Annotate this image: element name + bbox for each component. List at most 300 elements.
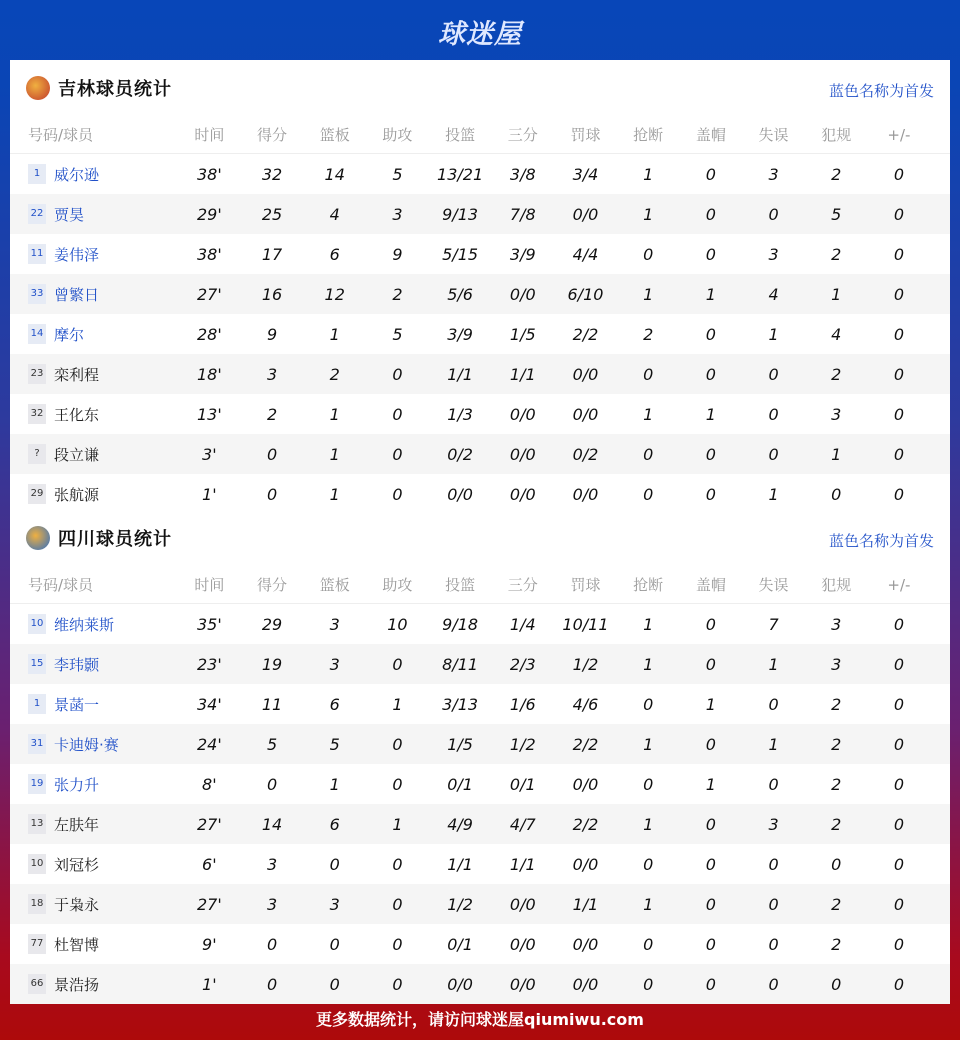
jersey-number-badge: 23 [28, 364, 46, 384]
stat-cell: 1 [643, 284, 654, 304]
player-name[interactable]: 李玮颢 [54, 655, 100, 674]
player-row[interactable] [10, 604, 950, 644]
player-name[interactable]: 威尔逊 [54, 165, 100, 184]
player-name[interactable]: 王化东 [54, 405, 100, 424]
player-name[interactable]: 张航源 [54, 485, 100, 504]
stat-cell: 0/1 [509, 774, 536, 794]
stat-cell: 1 [768, 734, 779, 754]
player-row[interactable] [10, 684, 950, 724]
stat-cell: 9/18 [442, 614, 479, 634]
stat-cell: 9/13 [442, 204, 479, 224]
stat-cell: 6 [329, 814, 340, 834]
stat-cell: 0 [643, 694, 654, 714]
stat-cell: 34' [196, 694, 222, 714]
player-cell [10, 774, 178, 795]
table-header-row [10, 566, 950, 604]
player-row[interactable] [10, 474, 950, 514]
player-cell [10, 284, 178, 305]
stat-cell: 3 [329, 614, 340, 634]
stat-cell: 3 [266, 364, 278, 384]
player-name[interactable]: 栾利程 [54, 365, 100, 384]
player-name[interactable]: 杜智博 [54, 935, 100, 954]
stat-cell: 0 [705, 324, 716, 344]
stat-cell: 1/2 [447, 894, 473, 914]
section-header [10, 510, 950, 566]
stat-cell: 4/4 [572, 244, 599, 264]
stat-cell: 2 [392, 284, 403, 304]
jersey-number-badge: 29 [28, 484, 46, 504]
jersey-number-badge: 18 [28, 894, 46, 914]
stat-cell: 3 [768, 814, 779, 834]
player-cell [10, 814, 178, 835]
jersey-number-badge: 22 [28, 204, 46, 224]
stat-cell: 2 [831, 694, 842, 714]
player-row[interactable] [10, 394, 950, 434]
stat-cell: 0/0 [572, 404, 599, 424]
stat-cell: 0 [831, 854, 842, 874]
stat-cell: 29' [196, 204, 222, 224]
stat-cell: 0 [392, 934, 403, 954]
stat-cell: 0/0 [509, 894, 536, 914]
stat-cell: 0/0 [509, 444, 536, 464]
stat-cell: 1 [831, 284, 842, 304]
jersey-number-badge: 32 [28, 404, 46, 424]
stat-cell: 8' [202, 774, 217, 794]
stat-cell: 0 [392, 894, 403, 914]
player-name[interactable]: 摩尔 [54, 325, 85, 344]
player-name[interactable]: 张力升 [54, 775, 100, 794]
column-header: 篮板 [319, 576, 350, 594]
stat-cell: 38' [196, 164, 222, 184]
stat-cell: 10 [387, 614, 408, 634]
stat-cell: 1/1 [572, 894, 599, 914]
stat-cell: 1 [643, 654, 654, 674]
stat-cell: 0/0 [572, 774, 599, 794]
stat-cell: 0 [266, 934, 278, 954]
stat-cell: 3 [831, 614, 842, 634]
stat-cell: 2 [266, 404, 278, 424]
jersey-number-badge: 77 [28, 934, 46, 954]
stat-cell: 2 [831, 894, 842, 914]
stat-cell: 0 [329, 934, 340, 954]
stat-cell: 0 [643, 934, 654, 954]
stat-cell: 0 [893, 204, 904, 224]
stat-cell: 1 [329, 444, 340, 464]
stat-cell: 0/0 [572, 204, 599, 224]
player-cell [10, 974, 178, 995]
player-row[interactable] [10, 194, 950, 234]
stat-cell: 0 [831, 484, 842, 504]
stat-cell: 0 [705, 814, 716, 834]
player-row[interactable] [10, 314, 950, 354]
column-header: 得分 [257, 576, 288, 594]
stat-cell: 3 [768, 164, 779, 184]
stat-cell: 3/13 [442, 694, 479, 714]
stat-cell: 1/4 [509, 614, 536, 634]
stat-cell: 0 [392, 974, 403, 994]
stat-cell: 3/4 [572, 164, 599, 184]
stat-cell: 0/0 [447, 974, 473, 994]
stat-cell: 4/6 [572, 694, 599, 714]
player-row[interactable] [10, 234, 950, 274]
player-cell [10, 854, 178, 875]
stat-cell: 1 [705, 774, 716, 794]
jersey-number-badge: 66 [28, 974, 46, 994]
column-header: +/- [887, 125, 911, 144]
stat-cell: 0 [392, 774, 403, 794]
jersey-number-badge: 11 [28, 244, 46, 264]
player-row[interactable] [10, 274, 950, 314]
stat-cell: 0 [893, 814, 904, 834]
stat-cell: 1 [643, 404, 654, 424]
stat-cell: 32 [261, 164, 283, 184]
starter-legend-note: 蓝色名称为首发 [828, 532, 934, 550]
stat-cell: 5 [392, 164, 403, 184]
stat-cell: 0 [768, 204, 779, 224]
stat-cell: 17 [261, 244, 283, 264]
stat-cell: 3/8 [509, 164, 536, 184]
player-name[interactable]: 于枭永 [54, 895, 100, 914]
stat-cell: 0 [893, 854, 904, 874]
player-name[interactable]: 刘冠杉 [54, 855, 100, 874]
stat-cell: 0 [893, 444, 904, 464]
stat-cell: 0/0 [509, 484, 536, 504]
stat-cell: 0 [893, 974, 904, 994]
player-row[interactable] [10, 804, 950, 844]
stat-cell: 1/1 [509, 854, 536, 874]
stat-cell: 0 [705, 164, 716, 184]
stat-cell: 0 [768, 894, 779, 914]
column-header: 助攻 [382, 126, 413, 144]
stat-cell: 1/2 [509, 734, 536, 754]
stat-cell: 0/0 [447, 484, 473, 504]
stat-cell: 0 [893, 694, 904, 714]
stat-cell: 0 [893, 284, 904, 304]
stat-cell: 10/11 [562, 614, 609, 634]
stat-cell: 3 [831, 654, 842, 674]
stat-cell: 28' [196, 324, 222, 344]
stat-cell: 0/1 [447, 934, 473, 954]
player-name[interactable]: 左肤年 [54, 815, 100, 834]
stat-cell: 0 [893, 404, 904, 424]
stat-cell: 3 [768, 244, 779, 264]
stat-cell: 3/9 [509, 244, 536, 264]
stat-cell: 1' [202, 484, 217, 504]
player-row[interactable] [10, 434, 950, 474]
stat-cell: 18' [196, 364, 222, 384]
stat-cell: 27' [196, 284, 222, 304]
player-row[interactable] [10, 764, 950, 804]
stat-cell: 2/3 [509, 654, 536, 674]
player-cell [10, 164, 178, 185]
stat-cell: 1/1 [447, 854, 473, 874]
stat-cell: 0 [705, 894, 716, 914]
stat-cell: 0 [329, 854, 340, 874]
stat-cell: 0 [768, 854, 779, 874]
stat-cell: 1 [768, 654, 779, 674]
stat-cell: 0 [392, 654, 403, 674]
stat-cell: 0/0 [572, 364, 599, 384]
stat-cell: 9' [202, 934, 217, 954]
jersey-number-badge: 1 [28, 164, 46, 184]
team-section-jilin [10, 60, 950, 514]
stat-cell: 2 [831, 934, 842, 954]
column-header: 失误 [758, 576, 789, 594]
stat-cell: 0 [893, 164, 904, 184]
player-name[interactable]: 段立谦 [54, 445, 100, 464]
stat-cell: 0 [643, 364, 654, 384]
stat-cell: 1 [643, 614, 654, 634]
stat-cell: 2 [831, 734, 842, 754]
stat-cell: 0 [705, 444, 716, 464]
column-header: 得分 [257, 126, 288, 144]
player-cell [10, 204, 178, 225]
player-row[interactable] [10, 154, 950, 194]
player-row[interactable] [10, 644, 950, 684]
jersey-number-badge: 1 [28, 694, 46, 714]
stat-cell: 0 [643, 244, 654, 264]
stat-cell: 9 [392, 244, 403, 264]
jersey-number-badge: 33 [28, 284, 46, 304]
stat-cell: 1/6 [509, 694, 536, 714]
stat-cell: 3 [329, 654, 340, 674]
stat-cell: 7/8 [509, 204, 536, 224]
jersey-number-badge: 15 [28, 654, 46, 674]
stat-cell: 0 [768, 774, 779, 794]
player-name[interactable]: 卡迪姆·赛 [54, 735, 119, 754]
stat-cell: 5/6 [447, 284, 473, 304]
stat-cell: 2/2 [572, 324, 599, 344]
player-row[interactable] [10, 844, 950, 884]
column-header: 助攻 [382, 576, 413, 594]
stat-cell: 4 [831, 324, 842, 344]
stat-cell: 0 [893, 774, 904, 794]
stat-cell: 38' [196, 244, 222, 264]
stat-cell: 0 [392, 734, 403, 754]
stat-cell: 0 [705, 364, 716, 384]
stat-cell: 5 [329, 734, 340, 754]
stat-cell: 0 [392, 854, 403, 874]
stat-cell: 1 [705, 284, 716, 304]
player-row[interactable] [10, 884, 950, 924]
stat-cell: 0 [705, 484, 716, 504]
player-name[interactable]: 姜伟泽 [54, 245, 100, 264]
stat-cell: 6 [329, 694, 340, 714]
stat-cell: 0/0 [572, 934, 599, 954]
stat-cell: 0 [643, 444, 654, 464]
stat-cell: 35' [196, 614, 222, 634]
stat-cell: 0 [705, 244, 716, 264]
stats-card [10, 60, 950, 1000]
stat-cell: 3 [329, 894, 340, 914]
stat-cell: 29 [261, 614, 283, 634]
stat-cell: 9 [266, 324, 278, 344]
stat-cell: 0 [643, 484, 654, 504]
stat-cell: 0/2 [447, 444, 473, 464]
player-name[interactable]: 景菡一 [54, 695, 100, 714]
stat-cell: 0 [893, 364, 904, 384]
stat-cell: 3 [392, 204, 403, 224]
stat-cell: 0 [893, 734, 904, 754]
stat-cell: 1 [329, 774, 340, 794]
stat-cell: 0 [893, 654, 904, 674]
stat-cell: 5 [831, 204, 842, 224]
jersey-number-badge: 10 [28, 854, 46, 874]
stat-cell: 11 [261, 694, 283, 714]
stat-cell: 0 [392, 404, 403, 424]
stat-cell: 0 [705, 204, 716, 224]
jersey-number-badge: 14 [28, 324, 46, 344]
stat-cell: 0 [705, 614, 716, 634]
stat-cell: 23' [196, 654, 222, 674]
stat-cell: 2 [831, 164, 842, 184]
stat-cell: 0 [768, 934, 779, 954]
column-header: 号码/球员 [28, 576, 94, 594]
stat-cell: 0 [705, 934, 716, 954]
stat-cell: 25 [261, 204, 283, 224]
stat-cell: 1 [643, 204, 654, 224]
player-cell [10, 324, 178, 345]
team-section-sichuan [10, 510, 950, 1004]
column-header: 犯规 [821, 126, 852, 144]
table-header-row [10, 116, 950, 154]
stat-cell: 0 [643, 774, 654, 794]
stat-cell: 1 [392, 694, 403, 714]
stat-cell: 1/1 [447, 364, 473, 384]
stat-cell: 0 [893, 894, 904, 914]
stat-cell: 0/0 [509, 974, 536, 994]
column-header: 罚球 [570, 126, 601, 144]
column-header: 抢断 [633, 576, 664, 594]
stat-cell: 1/2 [572, 654, 599, 674]
stat-cell: 1 [768, 324, 779, 344]
stat-cell: 1 [831, 444, 842, 464]
stat-cell: 0 [392, 484, 403, 504]
stat-cell: 5 [392, 324, 403, 344]
stat-cell: 0 [266, 774, 278, 794]
footer-banner[interactable]: 更多数据统计，请访问球迷屋qiumiwu.com [316, 1010, 644, 1029]
stat-cell: 0 [266, 974, 278, 994]
stat-cell: 0 [705, 854, 716, 874]
stat-cell: 0 [392, 364, 403, 384]
stat-cell: 4 [768, 284, 779, 304]
stat-cell: 2 [831, 814, 842, 834]
column-header: 时间 [194, 126, 225, 144]
stat-cell: 27' [196, 894, 222, 914]
stat-cell: 1/3 [447, 404, 473, 424]
stat-cell: 1 [329, 404, 340, 424]
player-cell [10, 484, 178, 505]
player-row[interactable] [10, 964, 950, 1004]
column-header: 投篮 [445, 126, 476, 144]
stat-cell: 1 [643, 164, 654, 184]
player-cell [10, 244, 178, 265]
section-header [10, 60, 950, 116]
column-header: 篮板 [319, 126, 350, 144]
stat-cell: 3' [202, 444, 217, 464]
stat-cell: 0 [893, 484, 904, 504]
stat-cell: 2/2 [572, 814, 599, 834]
brand-logo: 球迷屋 [438, 19, 522, 50]
stat-cell: 1 [329, 484, 340, 504]
stat-cell: 0 [768, 364, 779, 384]
column-header: 号码/球员 [28, 126, 94, 144]
stat-cell: 0 [893, 324, 904, 344]
stat-cell: 0 [266, 484, 278, 504]
stat-cell: 8/11 [442, 654, 479, 674]
stat-cell: 1 [643, 814, 654, 834]
stat-cell: 0/0 [509, 934, 536, 954]
jersey-number-badge: 10 [28, 614, 46, 634]
stat-cell: 6 [329, 244, 340, 264]
stat-cell: 1 [329, 324, 340, 344]
column-header: 犯规 [821, 576, 852, 594]
player-cell [10, 444, 178, 465]
stat-cell: 0/1 [447, 774, 473, 794]
player-cell [10, 654, 178, 675]
column-header: 三分 [507, 126, 538, 144]
player-name[interactable]: 景浩扬 [54, 975, 100, 994]
stat-cell: 0 [705, 974, 716, 994]
player-row[interactable] [10, 924, 950, 964]
stat-cell: 0/0 [572, 974, 599, 994]
stat-cell: 6/10 [567, 284, 604, 304]
stat-cell: 3 [831, 404, 842, 424]
player-row[interactable] [10, 354, 950, 394]
column-header: 失误 [758, 126, 789, 144]
stat-cell: 19 [261, 654, 283, 674]
stat-cell: 24' [196, 734, 222, 754]
starter-legend-note: 蓝色名称为首发 [828, 82, 934, 100]
column-header: 时间 [194, 576, 225, 594]
stat-cell: 7 [768, 614, 779, 634]
stat-cell: 3/9 [447, 324, 473, 344]
player-row[interactable] [10, 724, 950, 764]
player-name[interactable]: 维纳莱斯 [54, 615, 115, 634]
stat-cell: 1 [643, 894, 654, 914]
stat-cell: 0 [768, 694, 779, 714]
stat-cell: 2 [831, 244, 842, 264]
stat-cell: 3 [266, 854, 278, 874]
stat-cell: 27' [196, 814, 222, 834]
jersey-number-badge: 19 [28, 774, 46, 794]
stat-cell: 0/0 [509, 404, 536, 424]
stat-cell: 0 [893, 934, 904, 954]
jersey-number-badge: 13 [28, 814, 46, 834]
jersey-number-badge: 31 [28, 734, 46, 754]
stat-cell: 0 [768, 444, 779, 464]
stat-cell: 0 [893, 244, 904, 264]
stat-cell: 0 [329, 974, 340, 994]
stat-cell: 1/5 [447, 734, 473, 754]
stat-cell: 16 [261, 284, 283, 304]
stat-cell: 2 [831, 364, 842, 384]
stat-cell: 0 [768, 404, 779, 424]
jersey-number-badge: ? [28, 444, 46, 464]
column-header: +/- [887, 575, 911, 594]
column-header: 罚球 [570, 576, 601, 594]
player-name[interactable]: 曾繁日 [54, 285, 100, 304]
stat-cell: 3 [266, 894, 278, 914]
stat-cell: 0/0 [572, 484, 599, 504]
player-name[interactable]: 贾昊 [54, 205, 85, 224]
stat-cell: 0 [705, 654, 716, 674]
stat-cell: 1 [705, 694, 716, 714]
section-title: 吉林球员统计 [58, 79, 172, 100]
stat-cell: 1/1 [509, 364, 536, 384]
stat-cell: 13' [196, 404, 222, 424]
stat-cell: 14 [324, 164, 345, 184]
